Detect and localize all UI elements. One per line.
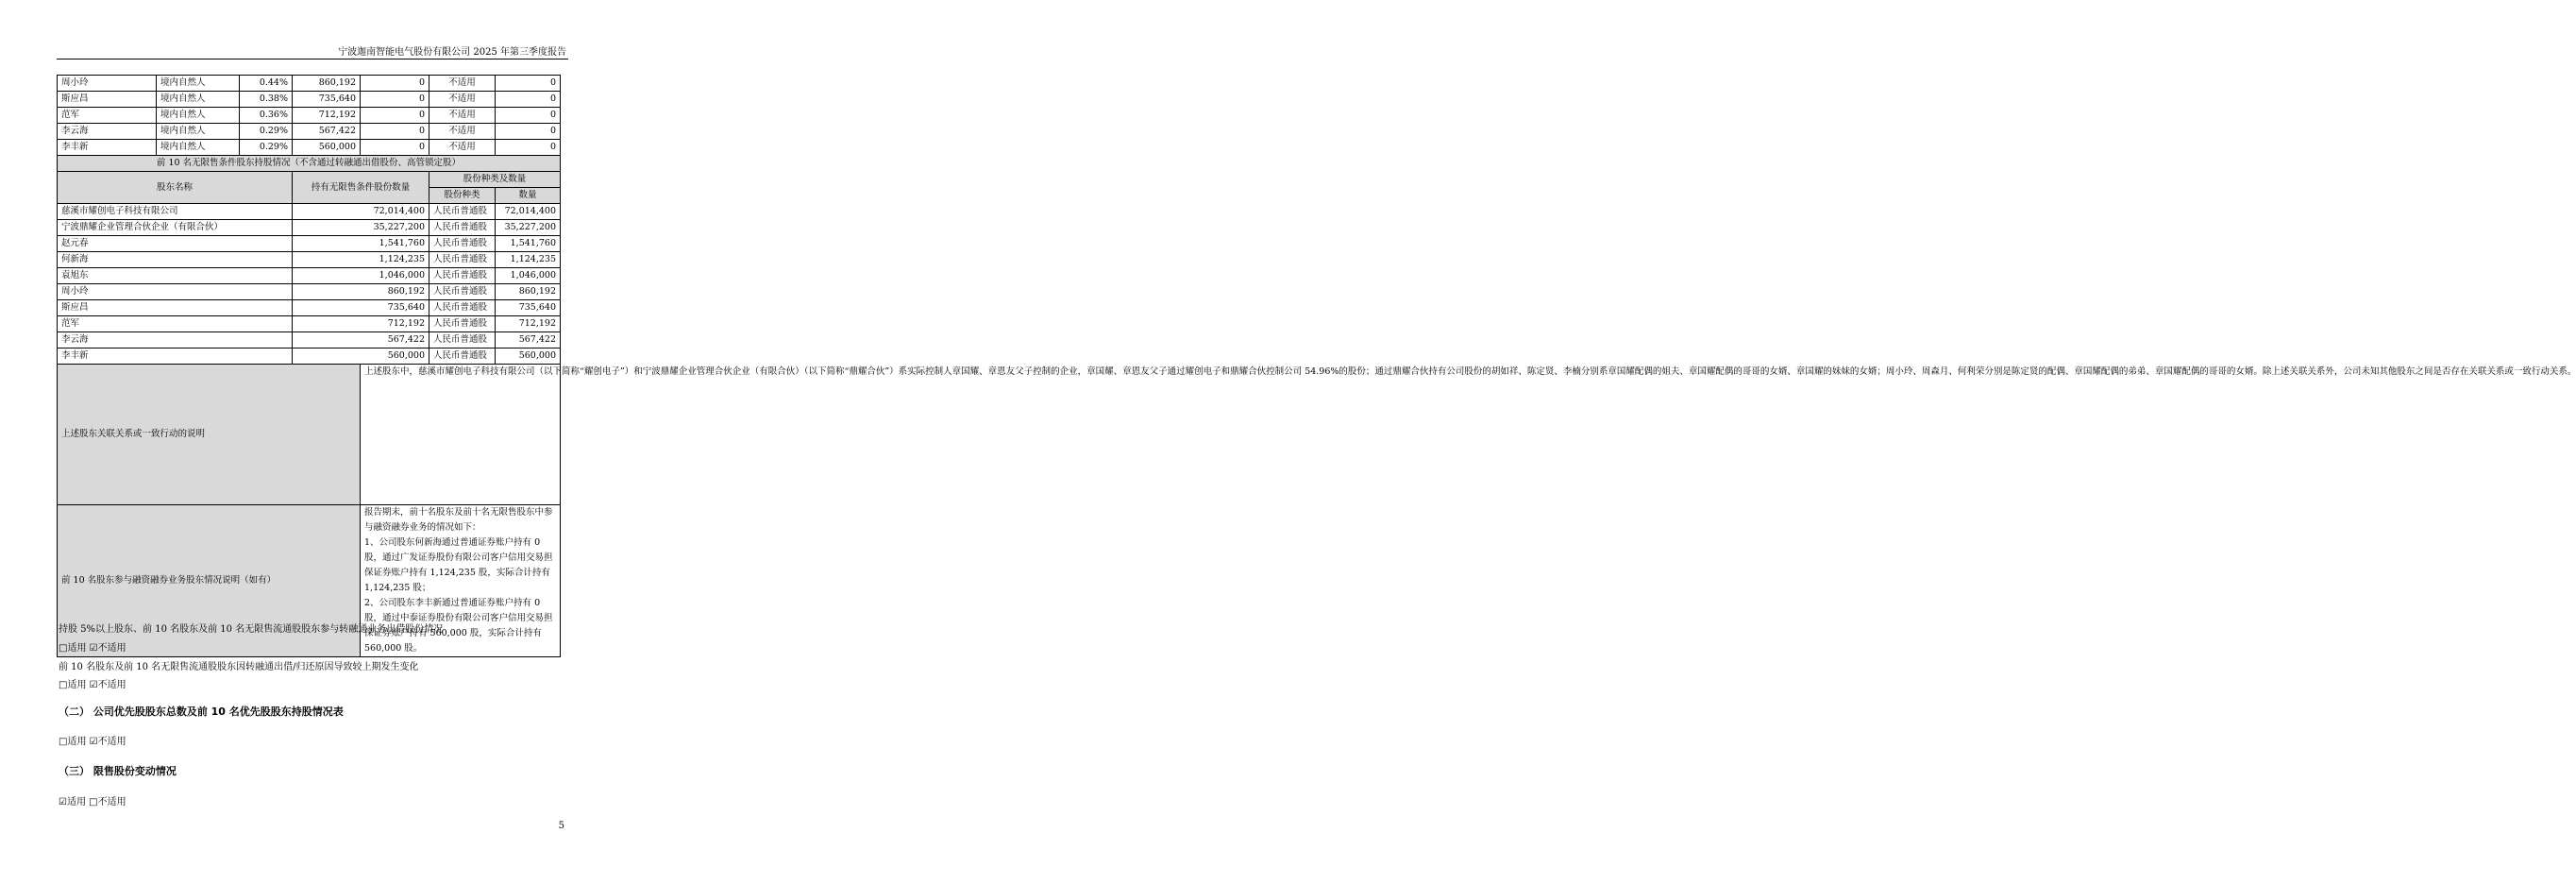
- holder-name: 宁波鼎耀企业管理合伙企业（有限合伙）: [58, 220, 293, 236]
- holder-type: 境内自然人: [157, 124, 240, 140]
- holder-name: 范军: [58, 316, 293, 332]
- holding-qty: 860,192: [293, 76, 361, 92]
- table-row: [58, 220, 561, 236]
- unrestricted-qty: 1,046,000: [293, 268, 429, 284]
- section-preferred-shares: （二） 公司优先股股东总数及前 10 名优先股股东持股情况表: [59, 706, 344, 718]
- share-count: 567,422: [496, 332, 561, 348]
- share-count: 1,124,235: [496, 252, 561, 268]
- table-row: [58, 76, 561, 92]
- col-header-type-group: 股份种类及数量: [429, 172, 561, 188]
- restricted-qty: 0: [361, 92, 429, 108]
- holder-name: 李云海: [58, 332, 293, 348]
- pledge-qty: 0: [496, 92, 561, 108]
- holder-name: 赵元春: [58, 236, 293, 252]
- holder-name: 周小玲: [58, 76, 157, 92]
- not-applicable-label: 不适用: [97, 643, 126, 654]
- holder-type: 境内自然人: [157, 76, 240, 92]
- share-count: 1,046,000: [496, 268, 561, 284]
- holding-ratio: 0.29%: [240, 140, 293, 156]
- share-count: 1,541,760: [496, 236, 561, 252]
- checked-box-icon: ☑: [89, 643, 98, 654]
- restricted-qty: 0: [361, 108, 429, 124]
- restricted-qty: 0: [361, 124, 429, 140]
- table-row: [58, 284, 561, 300]
- header-divider: [57, 59, 568, 60]
- unchecked-box-icon: □: [59, 737, 68, 747]
- pledge-qty: 0: [496, 76, 561, 92]
- holder-name: 周小玲: [58, 284, 293, 300]
- share-type: 人民币普通股: [429, 204, 496, 220]
- holder-name: 范军: [58, 108, 157, 124]
- share-type: 人民币普通股: [429, 252, 496, 268]
- unrestricted-qty: 860,192: [293, 284, 429, 300]
- change-note: 前 10 名股东及前 10 名无限售流通股股东因转融通出借/归还原因导致较上期发生变化: [59, 662, 419, 672]
- holder-name: 斯应昌: [58, 300, 293, 316]
- share-type: 人民币普通股: [429, 300, 496, 316]
- unrestricted-qty: 1,124,235: [293, 252, 429, 268]
- applicable-label: 适用: [67, 680, 87, 690]
- pledge-status: 不适用: [429, 140, 496, 156]
- col-header-name: 股东名称: [58, 172, 293, 204]
- table-row: [58, 140, 561, 156]
- not-applicable-label: 不适用: [97, 737, 126, 747]
- checked-box-icon: ☑: [59, 797, 67, 808]
- holder-name: 李丰新: [58, 140, 157, 156]
- table-row: [58, 348, 561, 365]
- related-text: 上述股东中，慈溪市耀创电子科技有限公司（以下简称“耀创电子”）和宁波鼎耀企业管理合伙企业（有限合伙）（以下简称“鼎耀合伙”）系实际控制人章国耀、章恩友父子控制的企业，章国耀、章恩友父子通过耀创电子和鼎耀合伙控制公司 54.96%的股份；通过鼎耀合伙持有公司股份的胡如祥、陈定贤、李楠分别系章国耀配偶的姐夫、章国耀配偶的哥哥的女婿、章国耀的妹妹的女婿；周小玲、周森月、何利荣分别是陈定贤的配偶、章国耀配偶的弟弟、章国耀配偶的哥哥的女婿。除上述关联关系外，公司未知其他股东之间是否存在关联关系或一致行动关系。: [361, 365, 561, 505]
- unrestricted-qty: 712,192: [293, 316, 429, 332]
- share-count: 35,227,200: [496, 220, 561, 236]
- pledge-qty: 0: [496, 140, 561, 156]
- holding-ratio: 0.36%: [240, 108, 293, 124]
- preferred-check: [59, 733, 126, 747]
- holder-name: 何新海: [58, 252, 293, 268]
- share-type: 人民币普通股: [429, 316, 496, 332]
- table-row: [58, 108, 561, 124]
- unchecked-box-icon: □: [59, 680, 68, 690]
- pledge-status: 不适用: [429, 124, 496, 140]
- share-type: 人民币普通股: [429, 348, 496, 365]
- unrestricted-qty: 35,227,200: [293, 220, 429, 236]
- holding-ratio: 0.38%: [240, 92, 293, 108]
- table-row: [58, 124, 561, 140]
- margin-text: 报告期末，前十名股东及前十名无限售股东中参与融资融券业务的情况如下： 1、公司股东何新海通过普通证券账户持有 0 股，通过广发证券股份有限公司客户信用交易担保证券账户持有 1,124,235 股，实际合计持有 1,124,235 股； 2、公司股东李丰新通过普通证券账户持有 0 股，通过中泰证券股份有限公司客户信用交易担保证券账户持有 560,000 股，实际合计持有 560,000 股。: [361, 505, 561, 657]
- holder-type: 境内自然人: [157, 92, 240, 108]
- table-row: [58, 92, 561, 108]
- holder-name: 李云海: [58, 124, 157, 140]
- share-type: 人民币普通股: [429, 332, 496, 348]
- holder-name: 李丰新: [58, 348, 293, 365]
- share-type: 人民币普通股: [429, 268, 496, 284]
- unrestricted-qty: 567,422: [293, 332, 429, 348]
- table-row: [58, 268, 561, 284]
- not-applicable-label: 不适用: [97, 680, 126, 690]
- margin-label: 前 10 名股东参与融资融券业务股东情况说明（如有）: [58, 505, 361, 657]
- applicable-label: 适用: [66, 797, 86, 808]
- holding-ratio: 0.29%: [240, 124, 293, 140]
- unrestricted-qty: 560,000: [293, 348, 429, 365]
- checked-box-icon: ☑: [89, 737, 98, 747]
- applicable-label: 适用: [67, 737, 87, 747]
- report-header: 宁波迦南智能电气股份有限公司 2025 年第三季度报告: [338, 47, 566, 58]
- restricted-check: [59, 793, 126, 808]
- unrestricted-qty: 1,541,760: [293, 236, 429, 252]
- applicable-label: 适用: [67, 643, 87, 654]
- table-row: [58, 316, 561, 332]
- table-row: [58, 300, 561, 316]
- not-applicable-label: 不适用: [97, 797, 126, 808]
- col-header-type: 股份种类: [429, 188, 496, 204]
- unrestricted-qty: 72,014,400: [293, 204, 429, 220]
- pledge-status: 不适用: [429, 76, 496, 92]
- page-number: 5: [558, 821, 564, 831]
- share-type: 人民币普通股: [429, 236, 496, 252]
- holder-type: 境内自然人: [157, 140, 240, 156]
- holder-name: 慈溪市耀创电子科技有限公司: [58, 204, 293, 220]
- table-row: [58, 204, 561, 220]
- related-label: 上述股东关联关系或一致行动的说明: [58, 365, 361, 505]
- lending-check: [59, 639, 126, 654]
- unrestricted-qty: 735,640: [293, 300, 429, 316]
- share-type: 人民币普通股: [429, 284, 496, 300]
- pledge-status: 不适用: [429, 108, 496, 124]
- share-count: 560,000: [496, 348, 561, 365]
- change-check: [59, 676, 126, 690]
- checked-box-icon: ☑: [89, 680, 98, 690]
- col-header-qty: 持有无限售条件股份数量: [293, 172, 429, 204]
- table-row: [58, 332, 561, 348]
- unchecked-box-icon: □: [59, 643, 68, 654]
- share-count: 72,014,400: [496, 204, 561, 220]
- holding-ratio: 0.44%: [240, 76, 293, 92]
- holding-qty: 735,640: [293, 92, 361, 108]
- col-header-count: 数量: [496, 188, 561, 204]
- table-row: [58, 252, 561, 268]
- pledge-qty: 0: [496, 124, 561, 140]
- holder-name: 袁旭东: [58, 268, 293, 284]
- share-count: 735,640: [496, 300, 561, 316]
- lending-note: 持股 5%以上股东、前 10 名股东及前 10 名无限售流通股股东参与转融通业务出借股份情况: [59, 624, 444, 635]
- unchecked-box-icon: □: [89, 797, 98, 808]
- share-type: 人民币普通股: [429, 220, 496, 236]
- share-count: 712,192: [496, 316, 561, 332]
- section-restricted-shares: （三） 限售股份变动情况: [59, 765, 177, 777]
- pledge-status: 不适用: [429, 92, 496, 108]
- holder-name: 斯应昌: [58, 92, 157, 108]
- shareholders-table: [57, 75, 2576, 657]
- holder-type: 境内自然人: [157, 108, 240, 124]
- unrestricted-title: 前 10 名无限售条件股东持股情况（不含通过转融通出借股份、高管锁定股）: [58, 156, 561, 172]
- restricted-qty: 0: [361, 140, 429, 156]
- holding-qty: 712,192: [293, 108, 361, 124]
- table-row: [58, 236, 561, 252]
- restricted-qty: 0: [361, 76, 429, 92]
- pledge-qty: 0: [496, 108, 561, 124]
- holding-qty: 567,422: [293, 124, 361, 140]
- share-count: 860,192: [496, 284, 561, 300]
- holding-qty: 560,000: [293, 140, 361, 156]
